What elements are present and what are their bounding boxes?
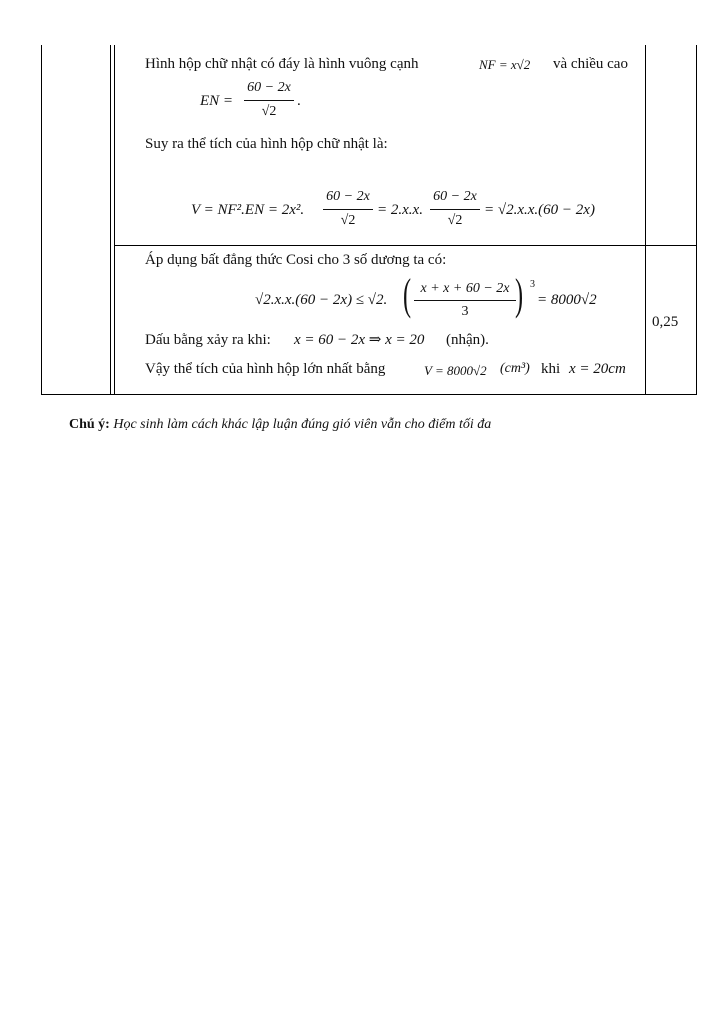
en-denominator: √2 [261,104,277,119]
volume-mid: = 2.x.x. [377,202,423,218]
equality-expr: x = 60 − 2x ⇒ x = 20 [294,332,425,348]
cauchy-intro: Áp dụng bất đẳng thức Cosi cho 3 số dương ta có: [145,252,447,268]
intro-text: Hình hộp chữ nhật có đáy là hình vuông cạnh [145,56,419,72]
conclusion-when: khi [541,361,561,377]
volume-frac2-num: 60 − 2x [433,189,477,204]
conclusion-value: V = 8000√2 [424,363,487,378]
score-value: 0,25 [652,314,679,330]
inequality-fraction-bar [414,300,516,301]
conclusion-unit: (cm³) [500,361,530,376]
volume-intro: Suy ra thể tích của hình hộp chữ nhật là: [145,136,388,152]
table-border-left [41,45,42,395]
en-numerator: 60 − 2x [247,80,291,95]
footnote [69,416,491,434]
volume-frac1-den: √2 [340,213,356,228]
footnote-text: Học sinh làm cách khác lập luận đúng gió viên vẫn cho điểm tối đa [113,417,492,432]
inequality-denominator: 3 [461,304,469,319]
row1-intro-text [145,55,419,73]
en-fraction-bar [244,100,294,101]
inequality-numerator: x + x + 60 − 2x [420,281,510,296]
height-label: và chiều cao [553,56,628,72]
right-paren: ) [515,270,524,319]
volume-rhs: = √2.x.x.(60 − 2x) [484,202,595,218]
volume-lhs: V = NF².EN = 2x². [191,202,305,218]
en-lhs: EN = [200,93,234,109]
table-col-line-3 [645,45,646,395]
inequality-lhs: √2.x.x.(60 − 2x) ≤ √2. [255,292,388,308]
volume-frac2-bar [430,209,480,210]
en-period: . [297,93,301,109]
table-col-line-1 [110,45,111,395]
inequality-exponent: 3 [530,279,535,290]
equality-note: (nhận). [446,332,489,348]
table-border-bottom [41,394,697,395]
table-row-divider [114,245,697,246]
volume-frac1-num: 60 − 2x [326,189,370,204]
table-col-line-2 [114,45,115,395]
nf-expression: NF = x√2 [479,57,531,72]
volume-frac2-den: √2 [447,213,463,228]
table-border-right [696,45,697,395]
volume-frac1-bar [323,209,373,210]
equality-label: Dấu bằng xảy ra khi: [145,332,271,348]
left-paren: ( [403,270,412,319]
inequality-rhs: = 8000√2 [537,292,597,308]
conclusion-label: Vậy thể tích của hình hộp lớn nhất bằng [145,361,386,377]
conclusion-x: x = 20cm [569,361,626,377]
footnote-label: Chú ý: [69,417,110,432]
